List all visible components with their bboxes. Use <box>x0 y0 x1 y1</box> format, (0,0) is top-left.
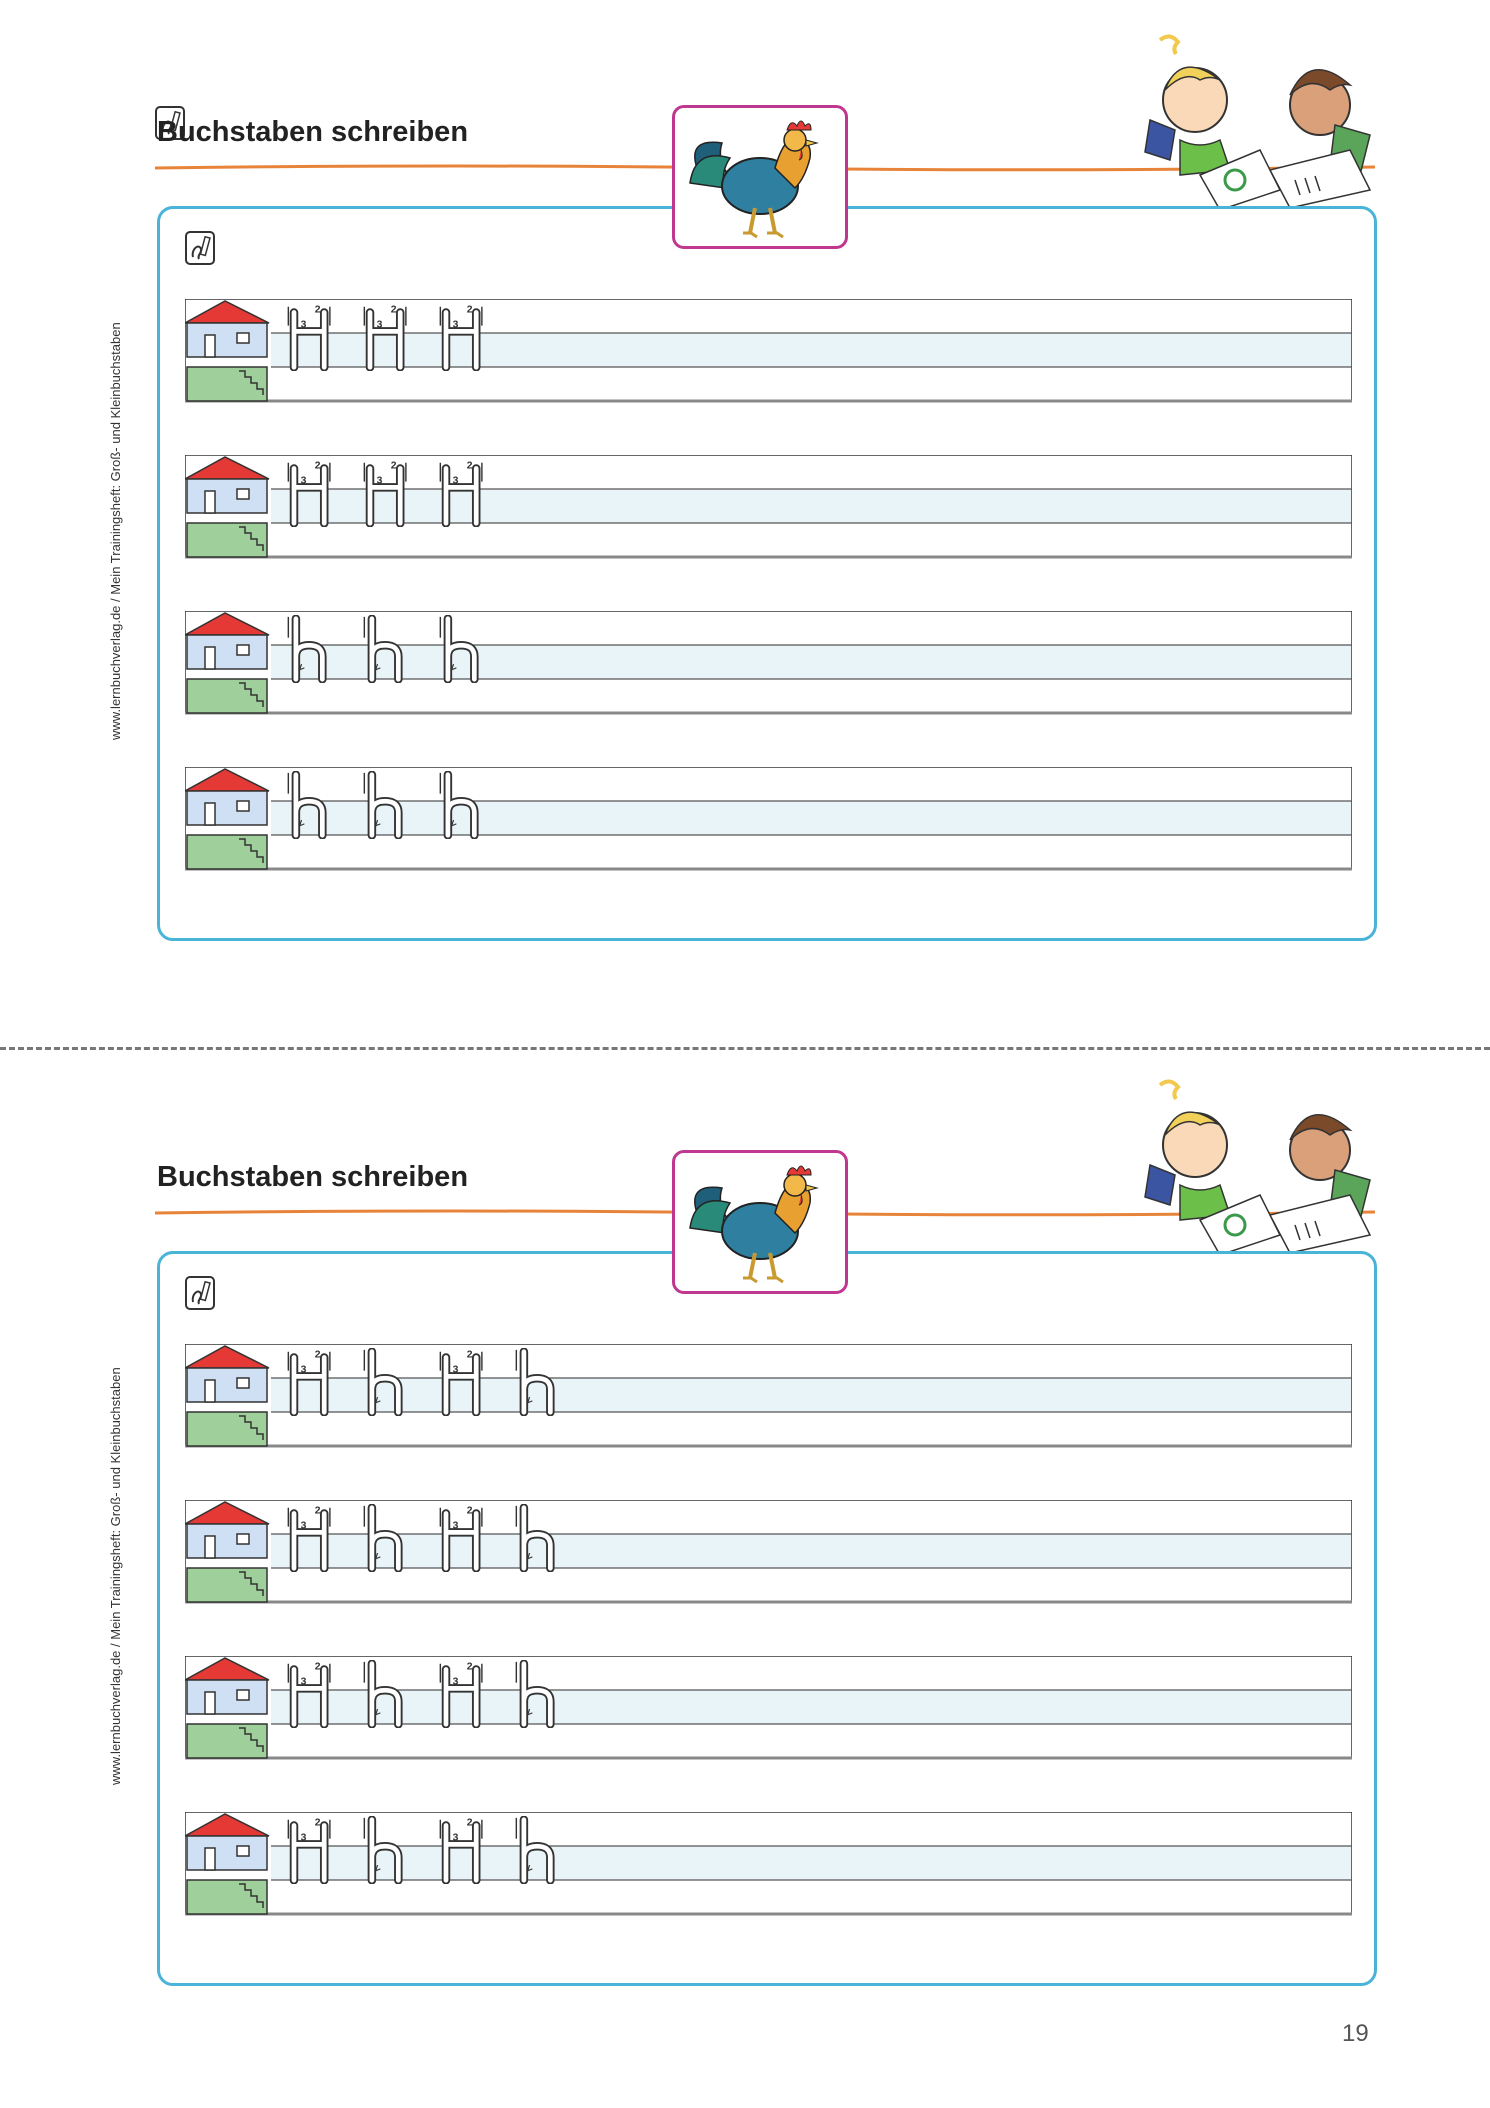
side-credit: www.lernbuchverlag.de / Mein Trainingsheft: Groß- und Kleinbuchstaben <box>108 322 123 740</box>
trace-letter-lowercase-h <box>437 771 489 839</box>
svg-text:2: 2 <box>314 1661 321 1673</box>
trace-letter-uppercase-h <box>285 1504 337 1572</box>
writing-row[interactable] <box>185 1656 1352 1760</box>
trace-letter-lowercase-h <box>513 1348 565 1416</box>
trace-letter-uppercase-h <box>285 459 337 527</box>
trace-letter-uppercase-h <box>361 459 413 527</box>
svg-text:3: 3 <box>300 319 307 331</box>
rooster-picture <box>672 105 848 249</box>
trace-letter-uppercase-h <box>285 1348 337 1416</box>
svg-text:2: 2 <box>466 460 473 472</box>
svg-text:2: 2 <box>466 304 473 316</box>
svg-text:3: 3 <box>452 1676 459 1688</box>
children-writing-illustration <box>1120 30 1385 210</box>
trace-letter-uppercase-h <box>437 1348 489 1416</box>
trace-letter-lowercase-h <box>513 1660 565 1728</box>
svg-text:2: 2 <box>466 1505 473 1517</box>
trace-letter-uppercase-h <box>285 1816 337 1884</box>
trace-letter-lowercase-h <box>437 615 489 683</box>
svg-text:2: 2 <box>466 1817 473 1829</box>
pencil-icon <box>185 1276 215 1310</box>
svg-text:3: 3 <box>300 1676 307 1688</box>
writing-row[interactable] <box>185 455 1352 559</box>
svg-text:2: 2 <box>314 1349 321 1361</box>
trace-letter-uppercase-h <box>437 1504 489 1572</box>
svg-text:3: 3 <box>300 1832 307 1844</box>
worksheet-title: Buchstaben schreiben <box>157 1161 469 1193</box>
page-number: 19 <box>1342 2020 1369 2047</box>
writing-row[interactable] <box>185 1812 1352 1916</box>
house-line-guide-icon <box>185 769 269 869</box>
practice-panel <box>157 206 1377 941</box>
trace-letter-uppercase-h <box>437 1660 489 1728</box>
trace-letter-lowercase-h <box>513 1816 565 1884</box>
trace-letter-lowercase-h <box>285 615 337 683</box>
rooster-picture <box>672 1150 848 1294</box>
house-line-guide-icon <box>185 1502 269 1602</box>
svg-text:3: 3 <box>452 319 459 331</box>
house-line-guide-icon <box>185 1658 269 1758</box>
svg-text:2: 2 <box>466 1349 473 1361</box>
house-line-guide-icon <box>185 613 269 713</box>
svg-text:3: 3 <box>376 319 383 331</box>
children-writing-illustration <box>1120 1075 1385 1255</box>
house-line-guide-icon <box>185 1346 269 1446</box>
writing-row[interactable] <box>185 767 1352 871</box>
svg-text:3: 3 <box>376 475 383 487</box>
svg-text:3: 3 <box>300 1364 307 1376</box>
writing-row[interactable] <box>185 611 1352 715</box>
side-credit: www.lernbuchverlag.de / Mein Trainingsheft: Groß- und Kleinbuchstaben <box>108 1367 123 1785</box>
trace-letter-lowercase-h <box>513 1504 565 1572</box>
trace-letter-uppercase-h <box>285 303 337 371</box>
trace-letter-lowercase-h <box>361 771 413 839</box>
trace-letter-lowercase-h <box>361 1348 413 1416</box>
svg-text:2: 2 <box>390 460 397 472</box>
svg-text:3: 3 <box>452 1520 459 1532</box>
pencil-icon <box>185 231 215 265</box>
trace-letter-uppercase-h <box>361 303 413 371</box>
svg-text:2: 2 <box>390 304 397 316</box>
trace-letter-uppercase-h <box>437 459 489 527</box>
trace-letter-lowercase-h <box>361 615 413 683</box>
writing-row[interactable] <box>185 1500 1352 1604</box>
trace-letter-lowercase-h <box>361 1660 413 1728</box>
trace-letter-uppercase-h <box>437 1816 489 1884</box>
svg-text:3: 3 <box>452 1832 459 1844</box>
svg-text:2: 2 <box>314 1505 321 1517</box>
trace-letter-lowercase-h <box>285 771 337 839</box>
worksheet-bottom <box>0 1045 1490 2085</box>
trace-letter-lowercase-h <box>361 1816 413 1884</box>
writing-row[interactable] <box>185 1344 1352 1448</box>
house-line-guide-icon <box>185 301 269 401</box>
svg-text:3: 3 <box>452 475 459 487</box>
house-line-guide-icon <box>185 457 269 557</box>
svg-text:3: 3 <box>300 1520 307 1532</box>
writing-row[interactable] <box>185 299 1352 403</box>
worksheet-title: Buchstaben schreiben <box>157 116 469 148</box>
svg-text:2: 2 <box>314 304 321 316</box>
worksheet-top <box>0 0 1490 1040</box>
svg-text:2: 2 <box>466 1661 473 1673</box>
trace-letter-lowercase-h <box>361 1504 413 1572</box>
svg-text:3: 3 <box>300 475 307 487</box>
svg-text:3: 3 <box>452 1364 459 1376</box>
practice-panel <box>157 1251 1377 1986</box>
trace-letter-uppercase-h <box>437 303 489 371</box>
house-line-guide-icon <box>185 1814 269 1914</box>
trace-letter-uppercase-h <box>285 1660 337 1728</box>
svg-text:2: 2 <box>314 1817 321 1829</box>
svg-text:2: 2 <box>314 460 321 472</box>
